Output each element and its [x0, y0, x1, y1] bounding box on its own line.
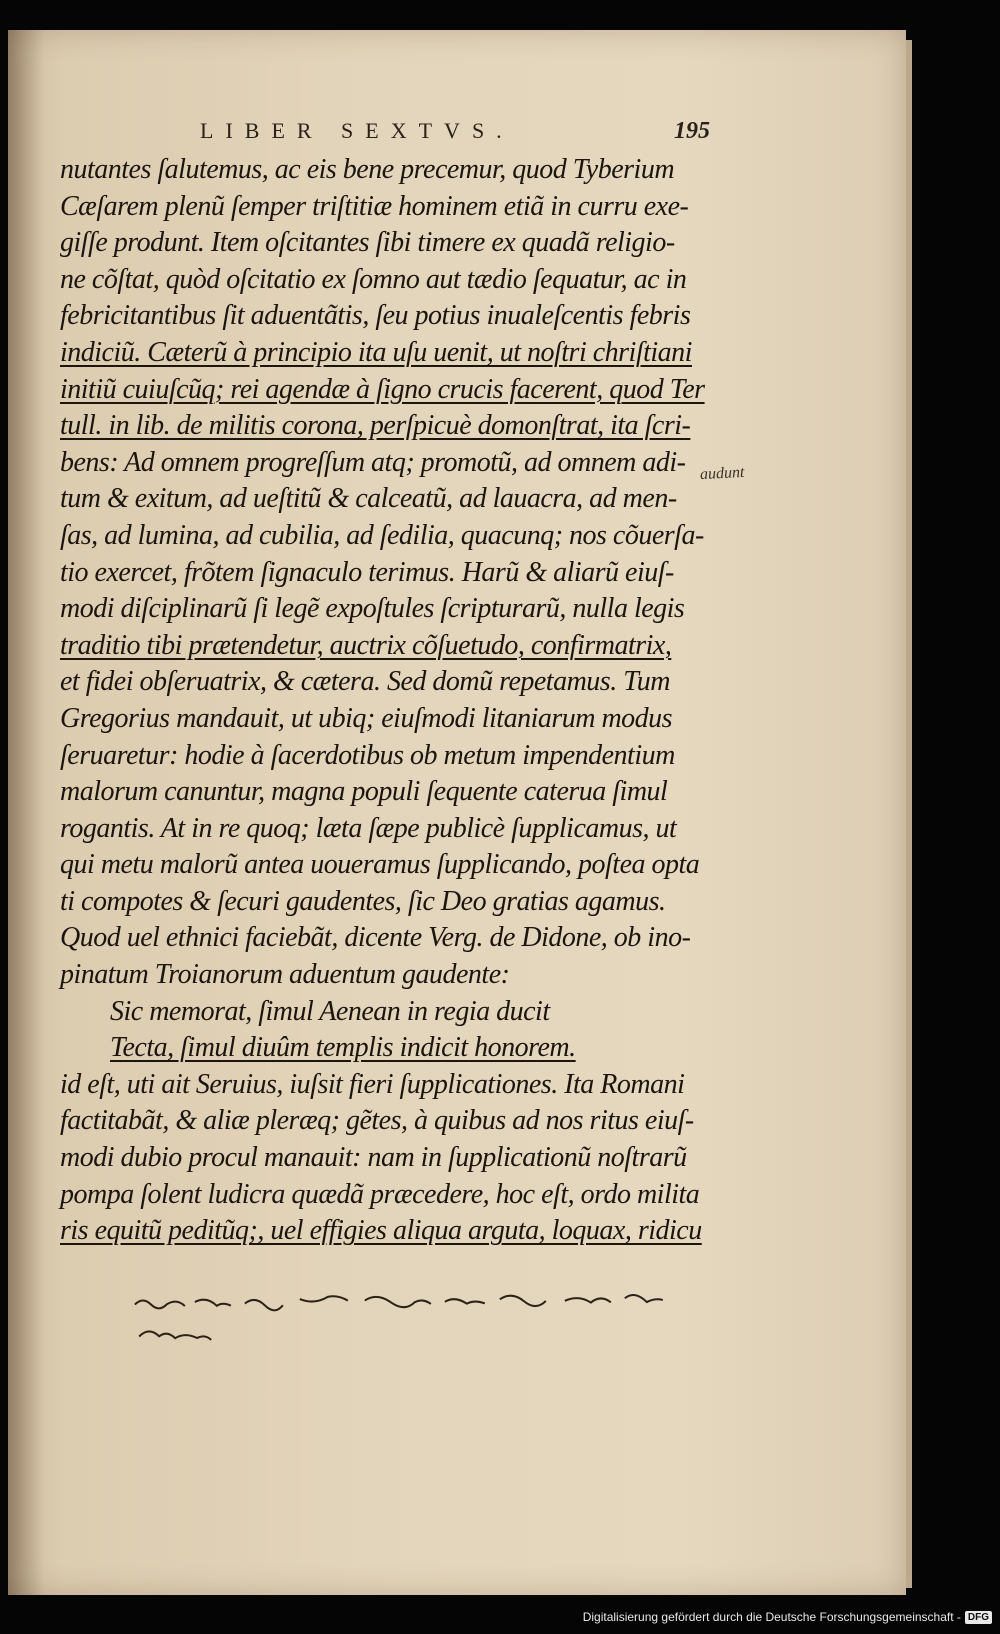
text-line-content: bens: Ad omnem progreſſum atq; promotũ, ad omnem adi-: [60, 446, 686, 478]
footer-text: Digitalisierung gefördert durch die Deutsche Forschungsgemeinschaft -: [582, 1610, 961, 1624]
spine-shadow: [8, 30, 44, 1595]
text-line: [60, 811, 720, 848]
text-line: [60, 189, 720, 226]
text-line-content: malorum canuntur, magna populi ſequente caterua ſimul: [60, 776, 668, 808]
running-head-title: LIBER SEXTVS.: [200, 118, 514, 143]
text-line-content: ti compotes & ſecuri gaudentes, ſic Deo gratias agamus.: [60, 885, 666, 917]
text-line-content: indiciũ. Cæterũ à principio ita uſu uenit, ut noſtri chriſtiani: [60, 336, 692, 368]
text-line: [60, 920, 720, 957]
text-line-content: pompa ſolent ludicra quædã præcedere, hoc eſt, ordo milita: [60, 1178, 700, 1210]
text-line-content: tio exercet, frõtem ſignaculo terimus. Harũ & aliarũ eiuſ-: [60, 556, 674, 588]
text-line-content: initiũ cuiuſcũq; rei agendæ à ſigno crucis facerent, quod Ter: [60, 373, 705, 405]
text-line: [60, 664, 720, 701]
text-line-content: Tecta, ſimul diuûm templis indicit honorem.: [110, 1032, 576, 1064]
text-line: [60, 774, 720, 811]
text-line-content: Sic memorat, ſimul Aenean in regia ducit: [110, 995, 550, 1027]
text-line: [60, 262, 720, 299]
text-line-content: modi diſciplinarũ ſi legẽ expoſtules ſcripturarũ, nulla legis: [60, 593, 685, 625]
page-edge: [906, 40, 912, 1588]
text-line: [60, 1213, 720, 1250]
text-line-content: ris equitũ peditũq;, uel effigies aliqua arguta, loquax, ridicu: [60, 1215, 702, 1247]
text-line: [60, 957, 720, 994]
text-line-content: qui metu malorũ antea uoueramus ſupplicando, poſtea opta: [60, 849, 700, 881]
text-line: [60, 335, 720, 372]
text-line-content: traditio tibi prætendetur, auctrix cõſuetudo, confirmatrix,: [60, 629, 672, 661]
text-line-content: id eſt, uti ait Seruius, iuſsit fieri ſupplicationes. Ita Romani: [60, 1068, 685, 1100]
text-line: [60, 1030, 720, 1067]
text-line: [60, 847, 720, 884]
text-line: [60, 555, 720, 592]
text-line: [60, 408, 720, 445]
text-line-content: nutantes ſalutemus, ac eis bene precemur, quod Tyberium: [60, 154, 675, 185]
handwritten-notes-drawing: [125, 1287, 726, 1352]
page-number: 195: [674, 118, 710, 144]
text-line: [60, 1177, 720, 1214]
text-line-content: giſſe produnt. Item oſcitantes ſibi timere ex quadã religio-: [60, 227, 675, 259]
text-line-content: Gregorius mandauit, ut ubiq; eiuſmodi litaniarum modus: [60, 702, 673, 734]
text-line: [60, 1140, 720, 1177]
text-line: [60, 481, 720, 518]
text-line-content: Cæſarem plenũ ſemper triſtitiæ hominem etiã in curru exe-: [60, 190, 689, 222]
text-line: [60, 628, 720, 665]
text-line-content: ſas, ad lumina, ad cubilia, ad ſedilia, quacunq; nos cõuerſa-: [60, 519, 704, 551]
text-line: [60, 701, 720, 738]
text-line-content: modi dubio procul manauit: nam in ſupplicationũ noſtrarũ: [60, 1142, 687, 1174]
text-line-content: pinatum Troianorum aduentum gaudente:: [60, 959, 510, 991]
text-line: [60, 591, 720, 628]
text-line-content: Quod uel ethnici faciebãt, dicente Verg. de Didone, ob ino-: [60, 922, 691, 954]
body-text: [60, 152, 720, 1250]
text-line: [60, 225, 720, 262]
text-line: [60, 994, 720, 1031]
text-line: [60, 1067, 720, 1104]
text-line-content: et fidei obſeruatrix, & cætera. Sed domũ repetamus. Tum: [60, 666, 670, 698]
running-head: [60, 118, 710, 148]
text-line: [60, 372, 720, 409]
text-line-content: factitabãt, & aliæ pleræq; gẽtes, à quibus ad nos ritus eiuſ-: [60, 1105, 694, 1137]
text-line: [60, 152, 720, 189]
text-line-content: ne cõſtat, quòd oſcitatio ex ſomno aut tædio ſequatur, ac in: [60, 263, 687, 295]
text-line: [60, 1103, 720, 1140]
text-line: [60, 738, 720, 775]
footer-credit: [583, 1606, 992, 1628]
text-line: [60, 445, 720, 482]
text-line: [60, 518, 720, 555]
text-line: [60, 884, 720, 921]
text-line-content: febricitantibus ſit aduentãtis, ſeu potius inualeſcentis febris: [60, 300, 691, 332]
text-line-content: tull. in lib. de militis corona, perſpicuè domonſtrat, ita ſcri-: [60, 410, 691, 442]
text-line-content: tum & exitum, ad ueſtitũ & calceatũ, ad lauacra, ad men-: [60, 483, 677, 515]
dfg-logo: DFG: [965, 1611, 992, 1624]
text-line-content: ſeruaretur: hodie à ſacerdotibus ob metum impendentium: [60, 739, 675, 771]
text-line-content: rogantis. At in re quoq; læta ſæpe publicè ſupplicamus, ut: [60, 812, 677, 844]
margin-annotation: audunt: [699, 463, 745, 484]
text-line: [60, 298, 720, 335]
